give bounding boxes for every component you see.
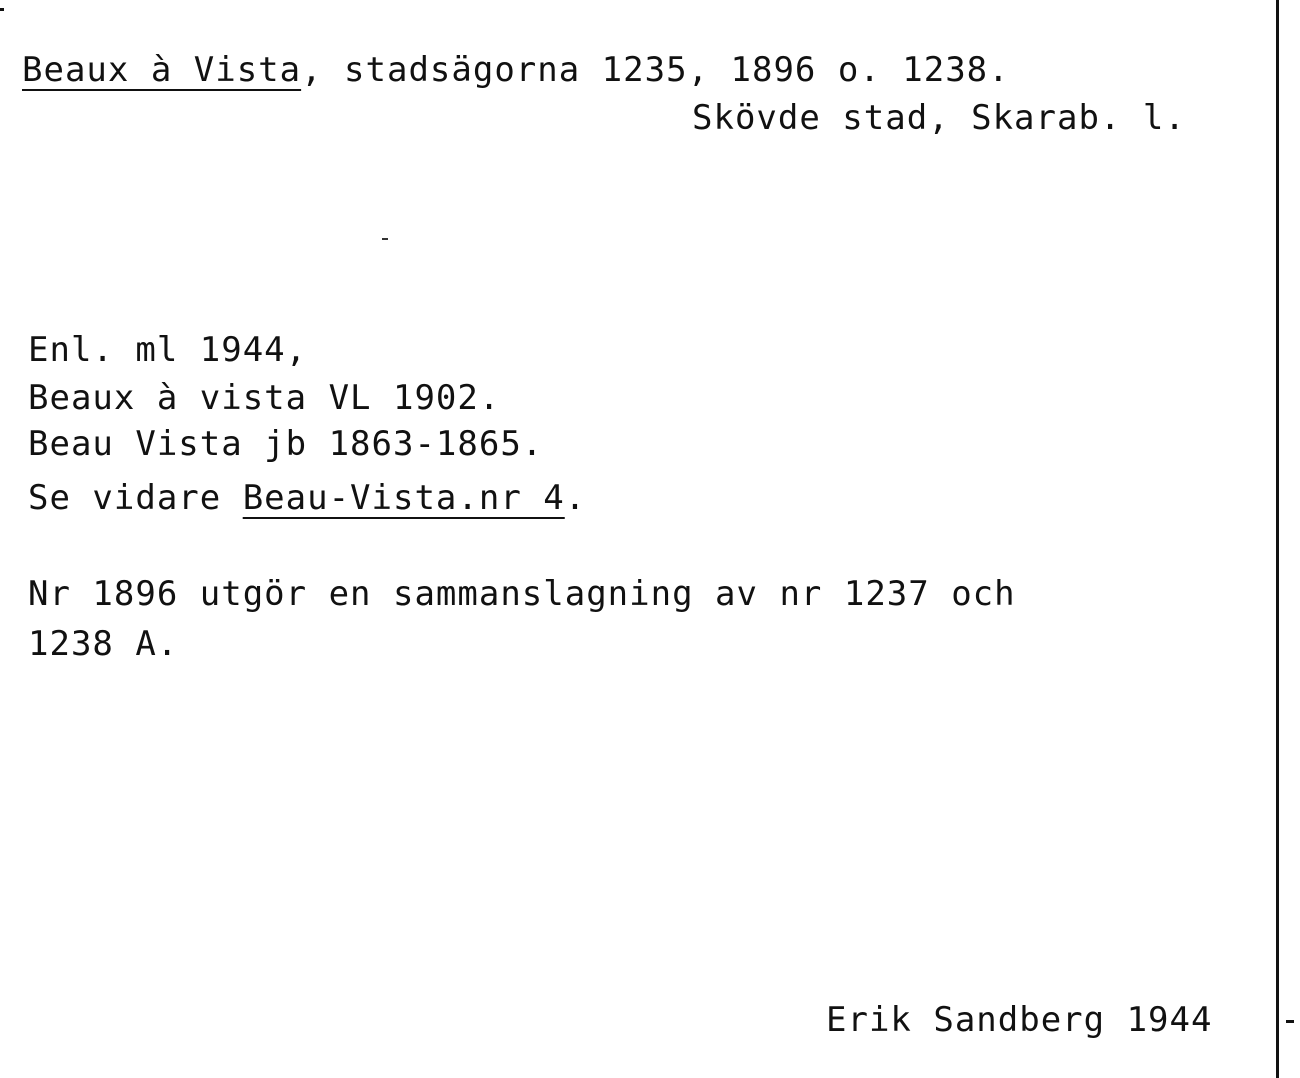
heading-parcels: , stadsägorna 1235, 1896 o. 1238.: [301, 50, 1010, 90]
place-name: Beaux à Vista: [22, 50, 302, 90]
remark-line-1: Nr 1896 utgör en sammanslagning av nr 1237 och: [28, 574, 1016, 614]
note-line-2: Beaux à vista VL 1902.: [28, 378, 501, 418]
note-line-1: Enl. ml 1944,: [28, 330, 308, 370]
signature-mark: [1286, 1020, 1294, 1023]
see-also-suffix: .: [564, 478, 587, 518]
signature: Erik Sandberg 1944: [826, 1000, 1213, 1040]
see-also-prefix: Se vidare: [28, 478, 243, 518]
heading-location: Skövde stad, Skarab. l.: [692, 98, 1186, 138]
remark-line-2: 1238 A.: [28, 624, 179, 664]
ink-speck: [382, 238, 388, 240]
note-line-3: Beau Vista jb 1863-1865.: [28, 424, 544, 464]
card-right-edge: [1276, 0, 1279, 1078]
see-also-reference: Beau-Vista.nr 4: [242, 478, 565, 518]
card-heading: [22, 50, 1010, 90]
card-corner-mark: [0, 8, 4, 11]
note-line-4: [28, 478, 586, 518]
